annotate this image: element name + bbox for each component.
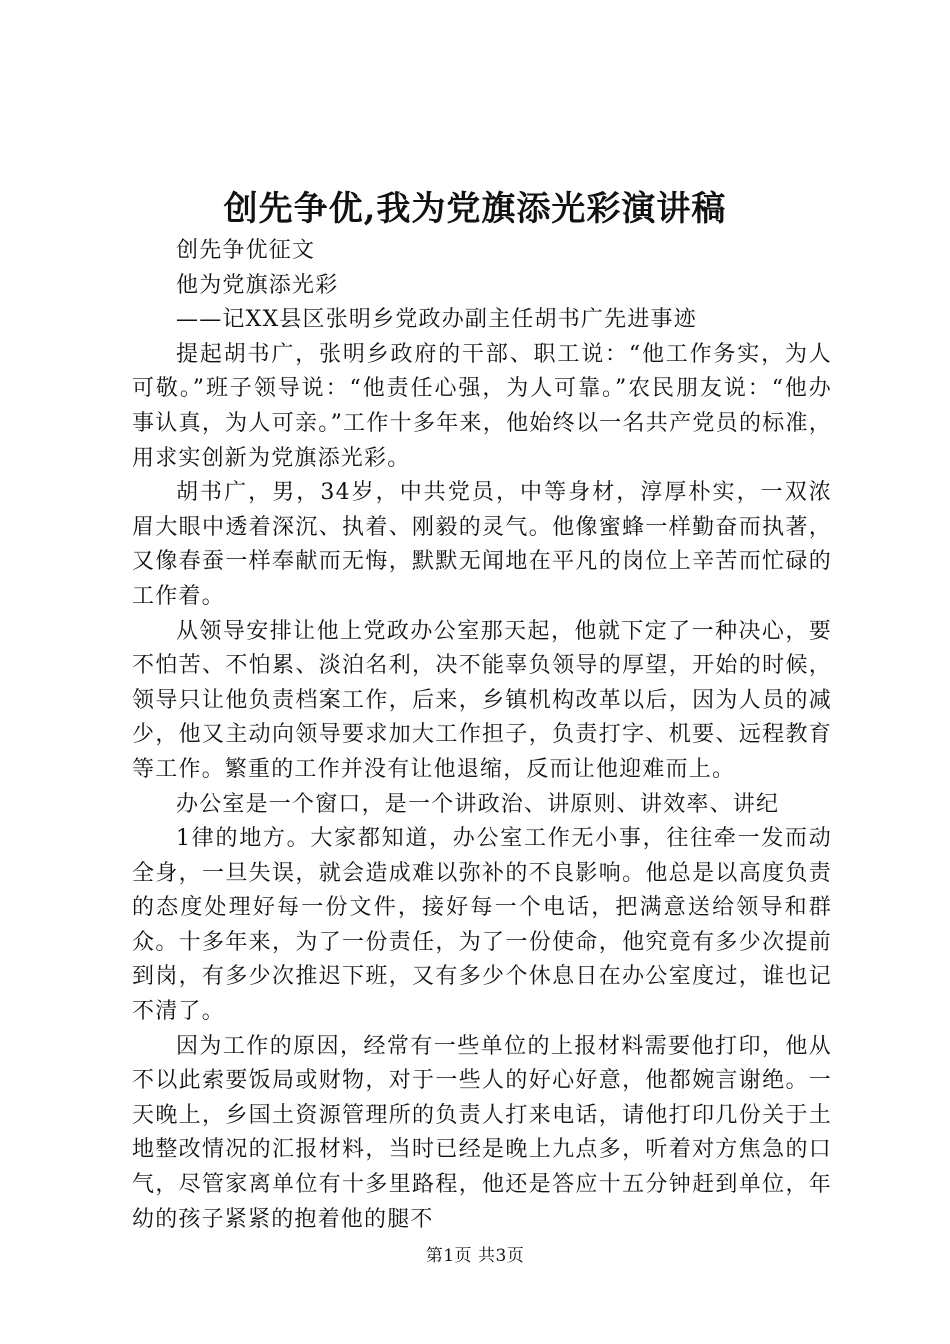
paragraph: 办公室是一个窗口，是一个讲政治、讲原则、讲效率、讲纪 <box>176 791 780 817</box>
document-body <box>132 234 832 1237</box>
paragraph: 1律的地方。大家都知道，办公室工作无小事，往往牵一发而动全身，一旦失误，就会造成难以弥补的不良影响。他总是以高度负责的态度处理好每一份文件，接好每一个电话，把满意送给领导和群众。十多年来，为了一份责任，为了一份使命，他究竟有多少次提前到岗，有多少次推迟下班，又有多少个休息日在办公室度过，谁也记不清了。 <box>132 826 832 1025</box>
document-title: 创先争优,我为党旗添光彩演讲稿 <box>223 189 727 229</box>
paragraph: 提起胡书广，张明乡政府的干部、职工说：“他工作务实，为人可敬。”班子领导说：“他责任心强，为人可靠。”农民朋友说：“他办事认真，为人可亲。”工作十多年来，他始终以一名共产党员的标准，用求实创新为党旗添光彩。 <box>132 341 832 471</box>
paragraph: 创先争优征文 <box>176 238 316 263</box>
paragraph: ——记XX县区张明乡党政办副主任胡书广先进事迹 <box>176 307 697 333</box>
paragraph: 从领导安排让他上党政办公室那天起，他就下定了一种决心，要不怕苦、不怕累、淡泊名利，决不能辜负领导的厚望，开始的时候，领导只让他负责档案工作，后来，乡镇机构改革以后，因为人员的减少，他又主动向领导要求加大工作担子，负责打字、机要、远程教育等工作。繁重的工作并没有让他退缩，反而让他迎难而上。 <box>132 618 832 782</box>
paragraph: 因为工作的原因，经常有一些单位的上报材料需要他打印，他从不以此索要饭局或财物，对于一些人的好心好意，他都婉言谢绝。一天晚上，乡国土资源管理所的负责人打来电话，请他打印几份关于土地整改情况的汇报材料，当时已经是晚上九点多，听着对方焦急的口气，尽管家离单位有十多里路程，他还是答应十五分钟赶到单位，年幼的孩子紧紧的抱着他的腿不 <box>132 1033 832 1232</box>
paragraph: 他为党旗添光彩 <box>176 272 339 298</box>
paragraph: 胡书广，男，34岁，中共党员，中等身材，淳厚朴实，一双浓眉大眼中透着深沉、执着、刚毅的灵气。他像蜜蜂一样勤奋而执著，又像春蚕一样奉献而无悔，默默无闻地在平凡的岗位上辛苦而忙碌的工作着。 <box>132 480 832 609</box>
page-number-footer: 第1页 共3页 <box>425 1246 525 1266</box>
